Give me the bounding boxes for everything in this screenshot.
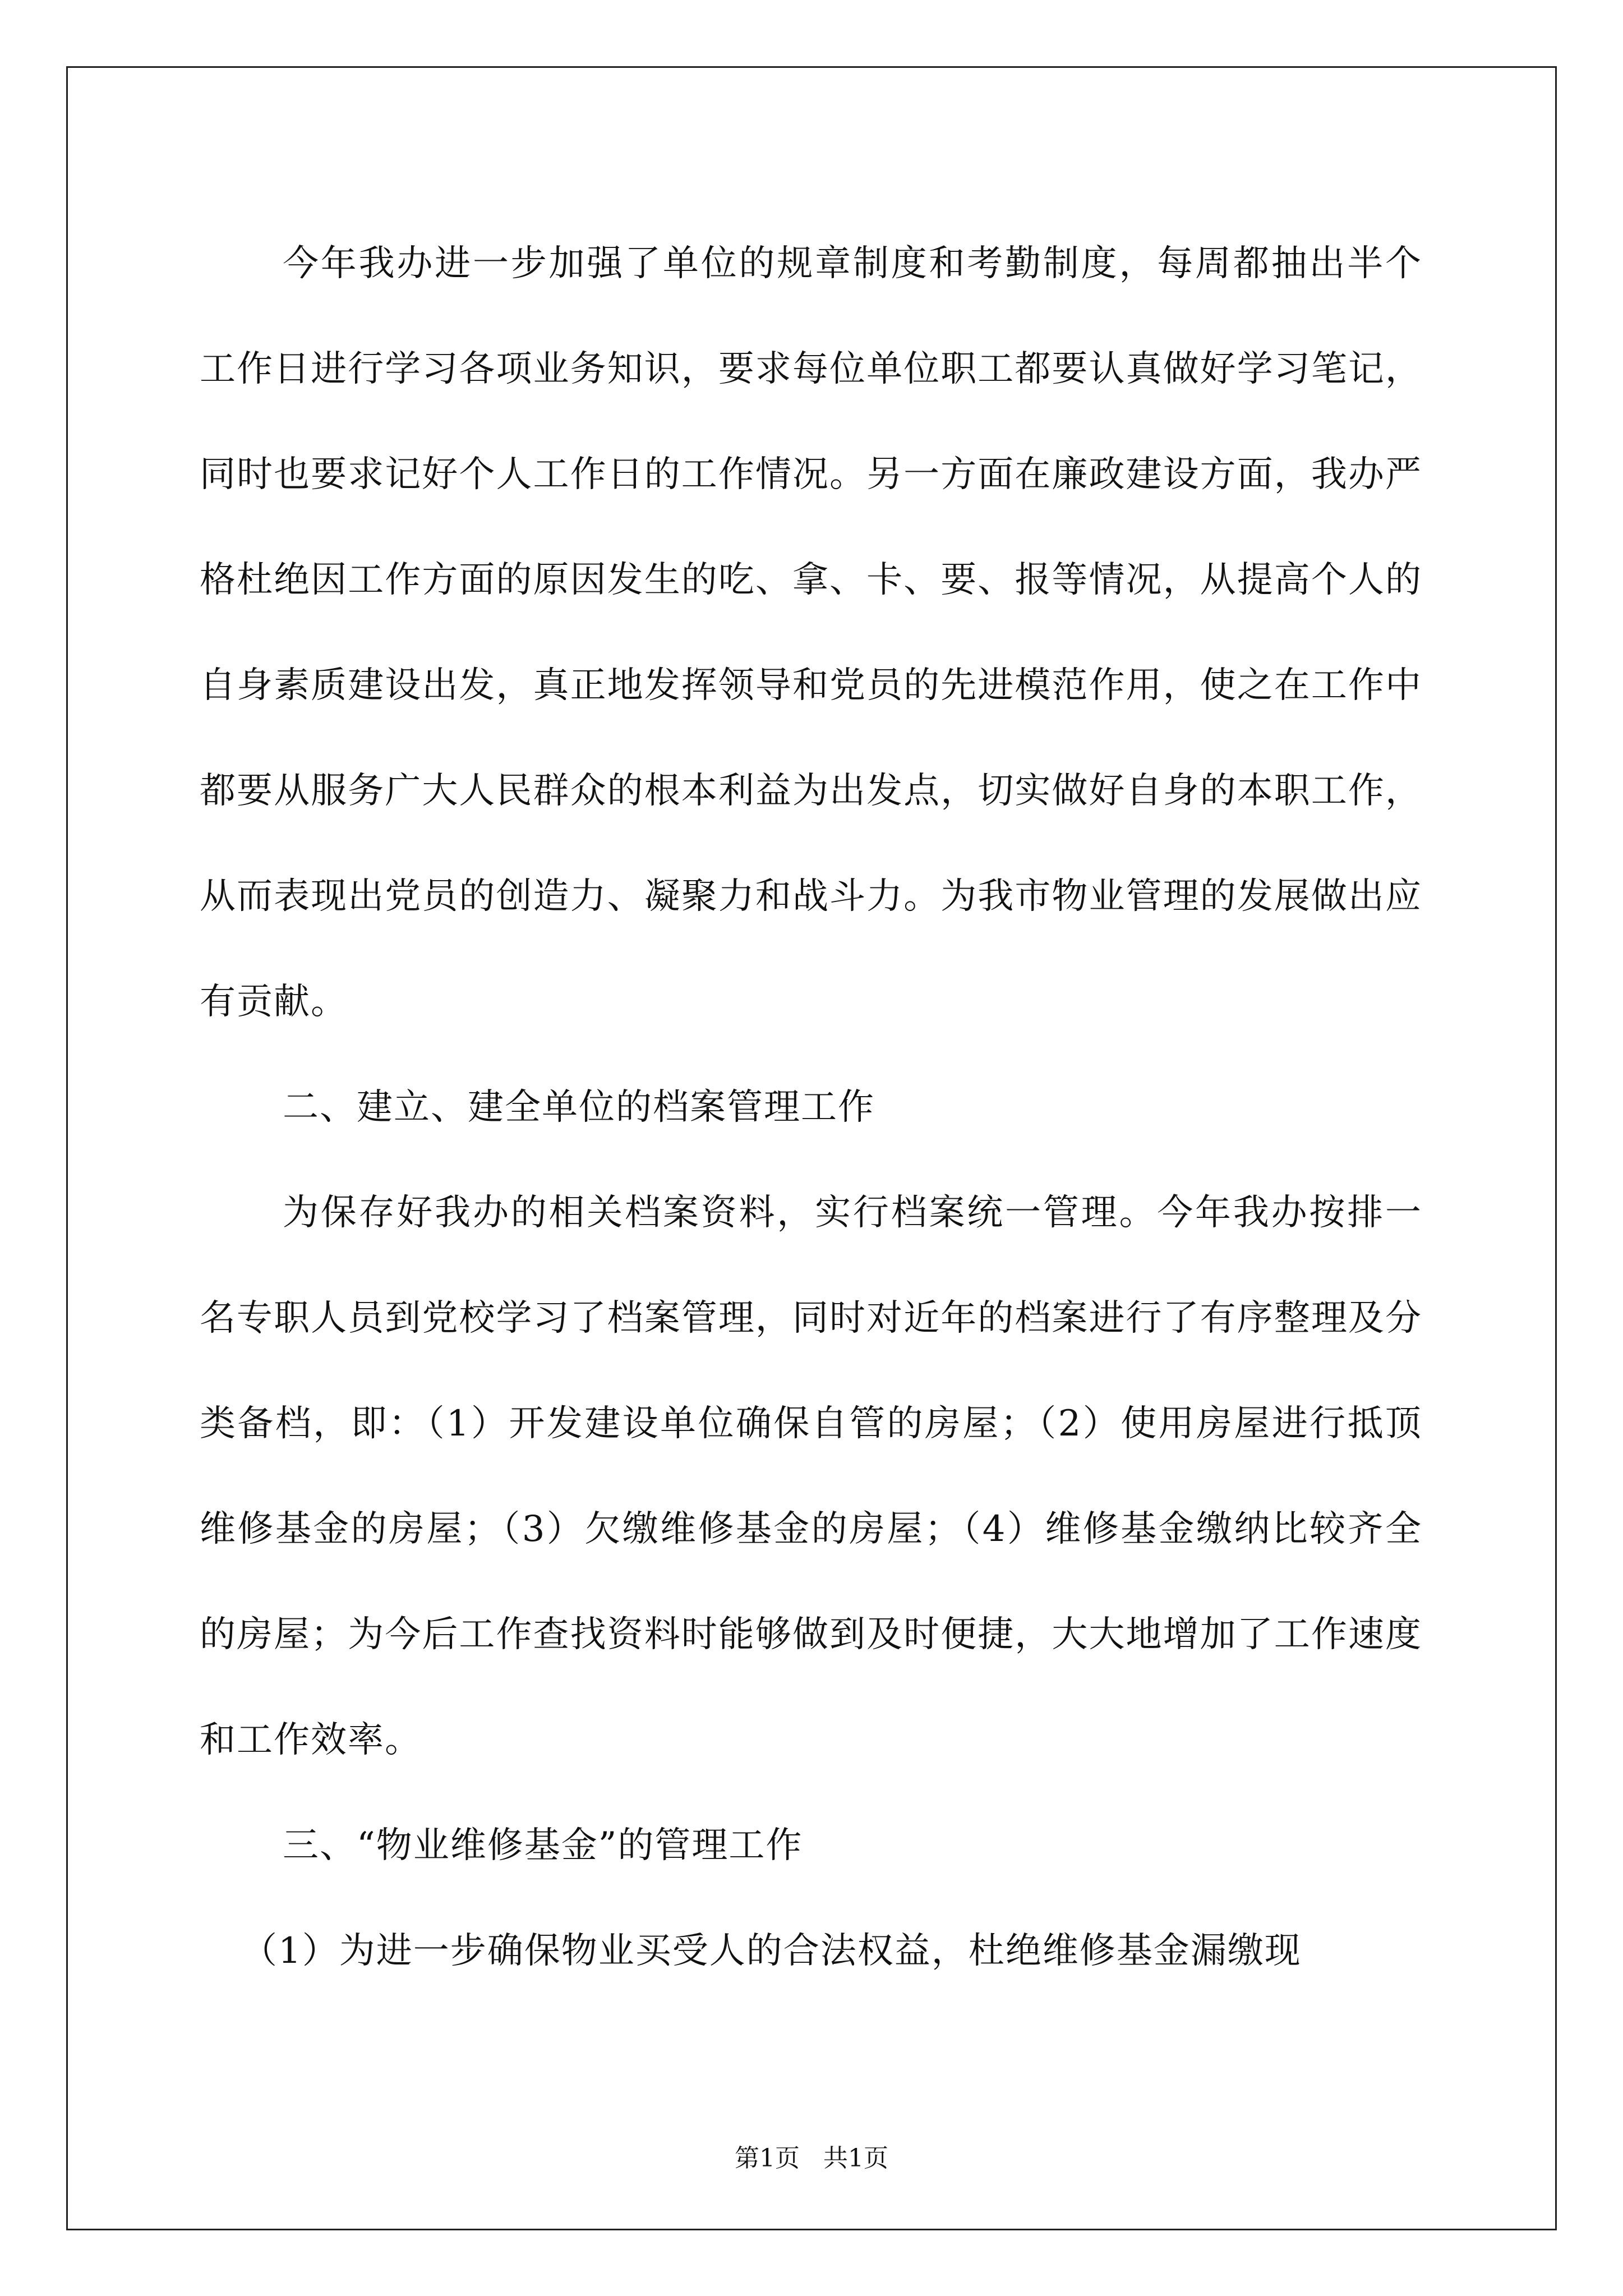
paragraph-regulations: 今年我办进一步加强了单位的规章制度和考勤制度，每周都抽出半个工作日进行学习各项业务知识，要求每位单位职工都要认真做好学习笔记，同时也要求记好个人工作日的工作情况。另一方面在廉政建设方面，我办严格杜绝因工作方面的原因发生的吃、拿、卡、要、报等情况，从提高个人的自身素质建设出发，真正地发挥领导和党员的先进模范作用，使之在工作中都要从服务广大人民群众的根本利益为出发点，切实做好自身的本职工作，从而表现出党员的创造力、凝聚力和战斗力。为我市物业管理的发展做出应有贡献。	[200, 243, 1422, 1023]
page-footer: 第1页 共1页	[735, 2144, 888, 2173]
paragraph-maintenance-fund: （1）为进一步确保物业买受人的合法权益，杜绝维修基金漏缴现	[241, 1930, 1302, 1972]
section-heading-archives: 二、建立、建全单位的档案管理工作	[283, 1087, 875, 1128]
section-heading-maintenance-fund: 三、“物业维修基金”的管理工作	[283, 1825, 803, 1866]
paragraph-archives: 为保存好我办的相关档案资料，实行档案统一管理。今年我办按排一名专职人员到党校学习了档案管理，同时对近年的档案进行了有序整理及分类备档，即：（1）开发建设单位确保自管的房屋；（2）使用房屋进行抵顶维修基金的房屋；（3）欠缴维修基金的房屋；（4）维修基金缴纳比较齐全的房屋；为今后工作查找资料时能够做到及时便捷，大大地增加了工作速度和工作效率。	[200, 1192, 1422, 1761]
document-body	[200, 211, 1422, 2004]
